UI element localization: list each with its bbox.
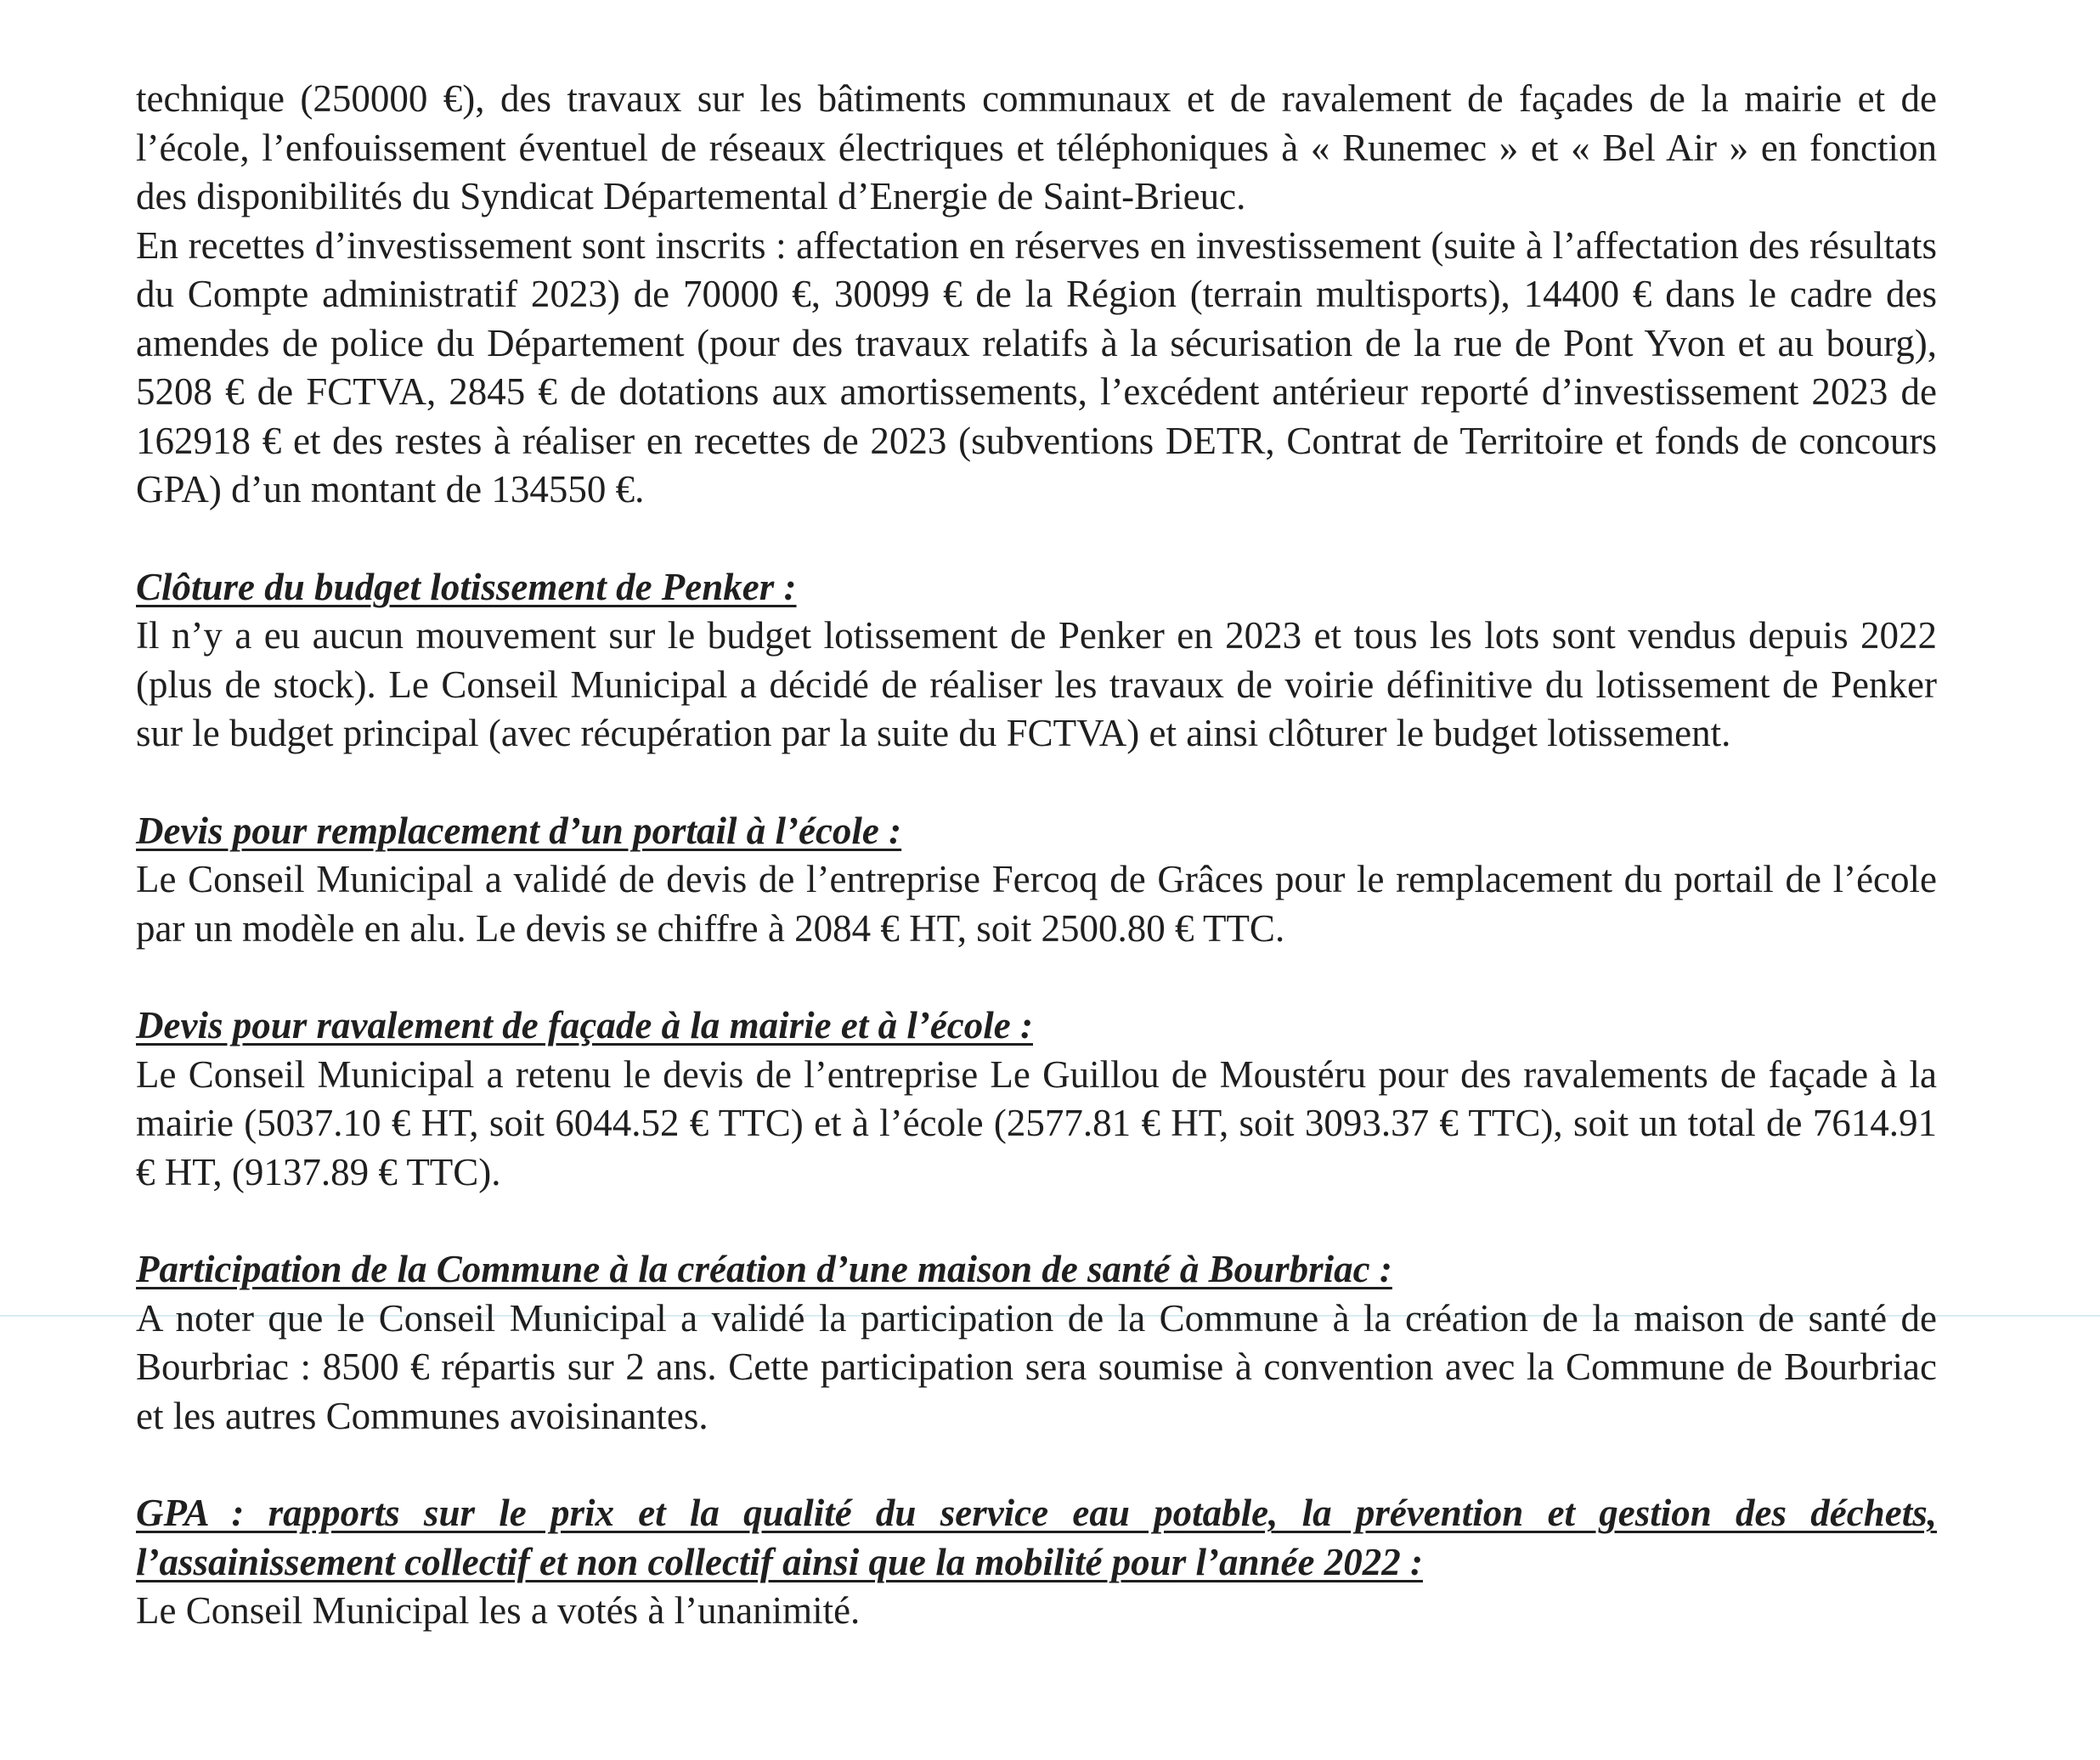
section-heading: Participation de la Commune à la création d’une maison de santé à Bourbriac :	[136, 1248, 1392, 1290]
section-cloture-penker	[136, 563, 1937, 759]
section-devis-portail	[136, 807, 1937, 954]
section-spacer	[136, 953, 1937, 1001]
section-heading: Clôture du budget lotissement de Penker :	[136, 565, 797, 608]
section-body: A noter que le Conseil Municipal a validé la participation de la Commune à la création de la maison de santé de Bourbriac : 8500 € répartis sur 2 ans. Cette participation sera soumise à convention avec la Commune de Bourbriac et les autres Communes avoisinantes.	[136, 1296, 1937, 1437]
section-heading: Devis pour remplacement d’un portail à l’école :	[136, 809, 902, 852]
section-heading: GPA : rapports sur le prix et la qualité du service eau potable, la prévention et gestion des déchets, l’assainissement collectif et non collectif ainsi que la mobilité pour l’année 2022 :	[136, 1492, 1937, 1583]
intro-paragraph-expenses: technique (250000 €), des travaux sur les bâtiments communaux et de ravalement de façades de la mairie et de l’école, l’enfouissement éventuel de réseaux électriques et téléphoniques à « Runemec » et « Bel Air » en fonction des disponibilités du Syndicat Départemental d’Energie de Saint-Brieuc.	[136, 77, 1937, 217]
section-spacer	[136, 1197, 1937, 1245]
section-spacer	[136, 515, 1937, 563]
section-devis-ravalement	[136, 1001, 1937, 1197]
section-body: Il n’y a eu aucun mouvement sur le budget lotissement de Penker en 2023 et tous les lots sont vendus depuis 2022 (plus de stock). Le Conseil Municipal a décidé de réaliser les travaux de voirie définitive du lotissement de Penker sur le budget principal (avec récupération par la suite du FCTVA) et ainsi clôturer le budget lotissement.	[136, 614, 1937, 754]
section-body: Le Conseil Municipal a validé de devis de l’entreprise Fercoq de Grâces pour le remplacement du portail de l’école par un modèle en alu. Le devis se chiffre à 2084 € HT, soit 2500.80 € TTC.	[136, 858, 1937, 950]
section-heading: Devis pour ravalement de façade à la mairie et à l’école :	[136, 1004, 1033, 1046]
document-body	[136, 75, 1937, 1636]
section-body: Le Conseil Municipal a retenu le devis de l’entreprise Le Guillou de Moustéru pour des ravalements de façade à la mairie (5037.10 € HT, soit 6044.52 € TTC) et à l’école (2577.81 € HT, soit 3093.37 € TTC), soit un total de 7614.91 € HT, (9137.89 € TTC).	[136, 1052, 1937, 1193]
section-maison-sante	[136, 1245, 1937, 1441]
section-body: Le Conseil Municipal les a votés à l’unanimité.	[136, 1589, 861, 1632]
section-spacer	[136, 1441, 1937, 1489]
section-spacer	[136, 759, 1937, 807]
intro-paragraph-receipts: En recettes d’investissement sont inscrits : affectation en réserves en investissement (suite à l’affectation des résultats du Compte administratif 2023) de 70000 €, 30099 € de la Région (terrain multisports), 14400 € dans le cadre des amendes de police du Département (pour des travaux relatifs à la sécurisation de la rue de Pont Yvon et au bourg), 5208 € de FCTVA, 2845 € de dotations aux amortissements, l’excédent antérieur reporté d’investissement 2023 de 162918 € et des restes à réaliser en recettes de 2023 (subventions DETR, Contrat de Territoire et fonds de concours GPA) d’un montant de 134550 €.	[136, 223, 1937, 511]
section-gpa-rapports	[136, 1489, 1937, 1636]
